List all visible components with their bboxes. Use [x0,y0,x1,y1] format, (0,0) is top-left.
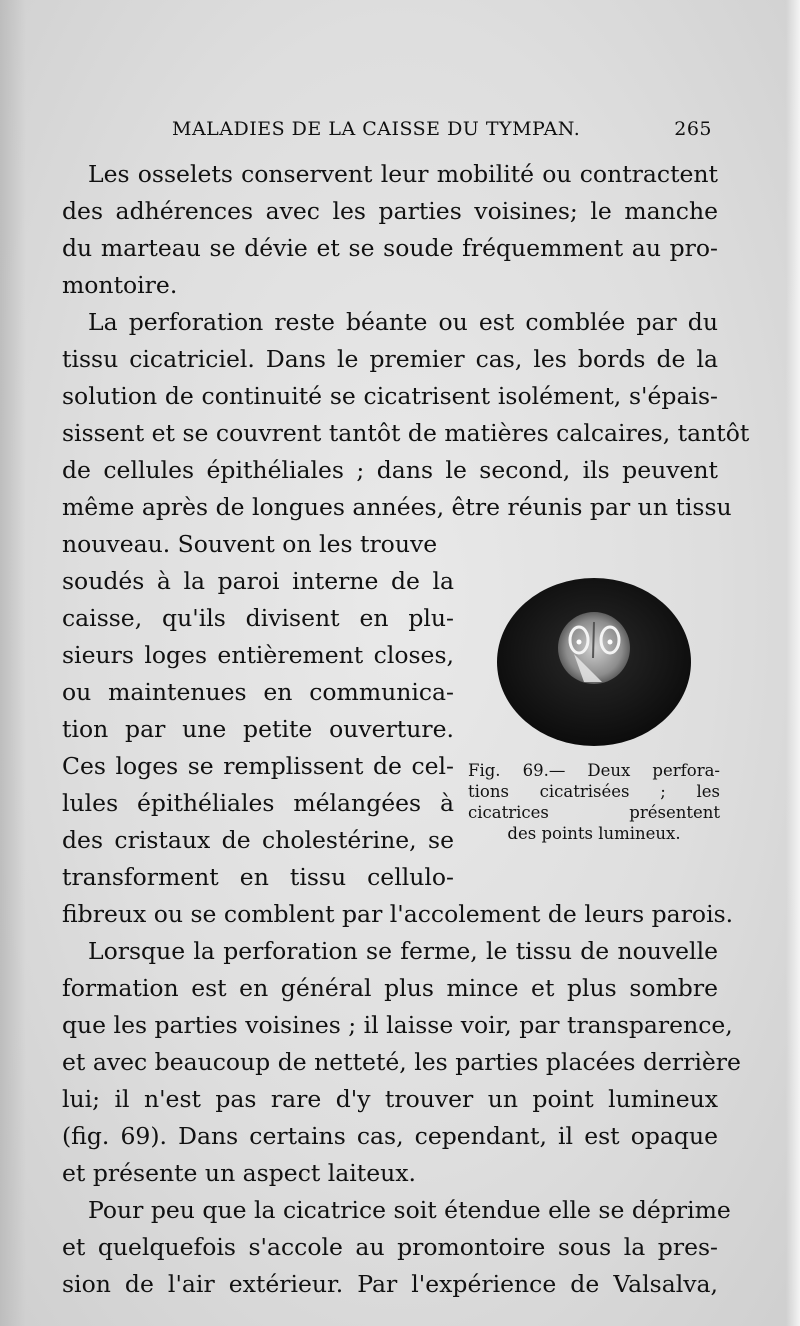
text-line: solution de continuité se cicatrisent isolément, s'épais- [62,382,718,410]
page-number: 265 [674,118,712,140]
text-line: tissu cicatriciel. Dans le premier cas, les bords de la [62,345,718,373]
text-line: des adhérences avec les parties voisines; le manche [62,197,718,225]
luminous-point [608,640,613,645]
tympanic-membrane-drawing [496,578,692,748]
page-gutter-shadow [0,0,26,1326]
text-line: Pour peu que la cicatrice soit étendue elle se déprime [88,1196,731,1224]
text-line: même après de longues années, être réunis par un tissu [62,493,732,521]
text-line: (fig. 69). Dans certains cas, cependant, il est opaque [62,1122,718,1150]
text-line: sion de l'air extérieur. Par l'expérience de Valsalva, [62,1270,718,1298]
text-line: formation est en général plus mince et plus sombre [62,974,718,1002]
text-line: des cristaux de cholestérine, se [62,826,454,854]
text-line: La perforation reste béante ou est comblée par du [88,308,718,336]
text-line: soudés à la paroi interne de la [62,567,454,595]
text-line: et quelquefois s'accole au promontoire sous la pres- [62,1233,718,1261]
text-line: et avec beaucoup de netteté, les parties placées derrière [62,1048,741,1076]
text-line: Les osselets conservent leur mobilité ou contractent [88,160,718,188]
running-title: MALADIES DE LA CAISSE DU TYMPAN. [172,118,581,140]
text-line: nouveau. Souvent on les trouve [62,530,438,558]
text-line: ou maintenues en communica- [62,678,454,706]
text-line: du marteau se dévie et se soude fréquemment au pro- [62,234,718,262]
text-line: lules épithéliales mélangées à [62,789,454,817]
luminous-point [577,640,582,645]
text-line: sieurs loges entièrement closes, [62,641,454,669]
text-line: Ces loges se remplissent de cel- [62,752,454,780]
text-line: fibreux ou se comblent par l'accolement de leurs parois. [62,900,734,928]
text-line: caisse, qu'ils divisent en plu- [62,604,454,632]
caption-line: cicatrices présentent [468,803,720,822]
caption-line: Fig. 69.— Deux perfora- [468,761,720,780]
text-line: et présente un aspect laiteux. [62,1159,417,1187]
text-line: de cellules épithéliales ; dans le second, ils peuvent [62,456,718,484]
text-line: Lorsque la perforation se ferme, le tissu de nouvelle [88,937,718,965]
text-line: tion par une petite ouverture. [62,715,454,743]
text-line: sissent et se couvrent tantôt de matières calcaires, tantôt [62,419,750,447]
caption-line: des points lumineux. [507,824,681,843]
text-line: transforment en tissu cellulo- [62,863,454,891]
figure-caption [468,760,720,844]
page-edge [786,0,800,1326]
text-line: lui; il n'est pas rare d'y trouver un point lumineux [62,1085,718,1113]
text-line: que les parties voisines ; il laisse voir, par transparence, [62,1011,733,1039]
caption-line: tions cicatrisées ; les [468,782,720,801]
text-line: montoire. [62,271,178,299]
eardrum-illustration [496,578,692,748]
malleus-handle [593,622,594,658]
